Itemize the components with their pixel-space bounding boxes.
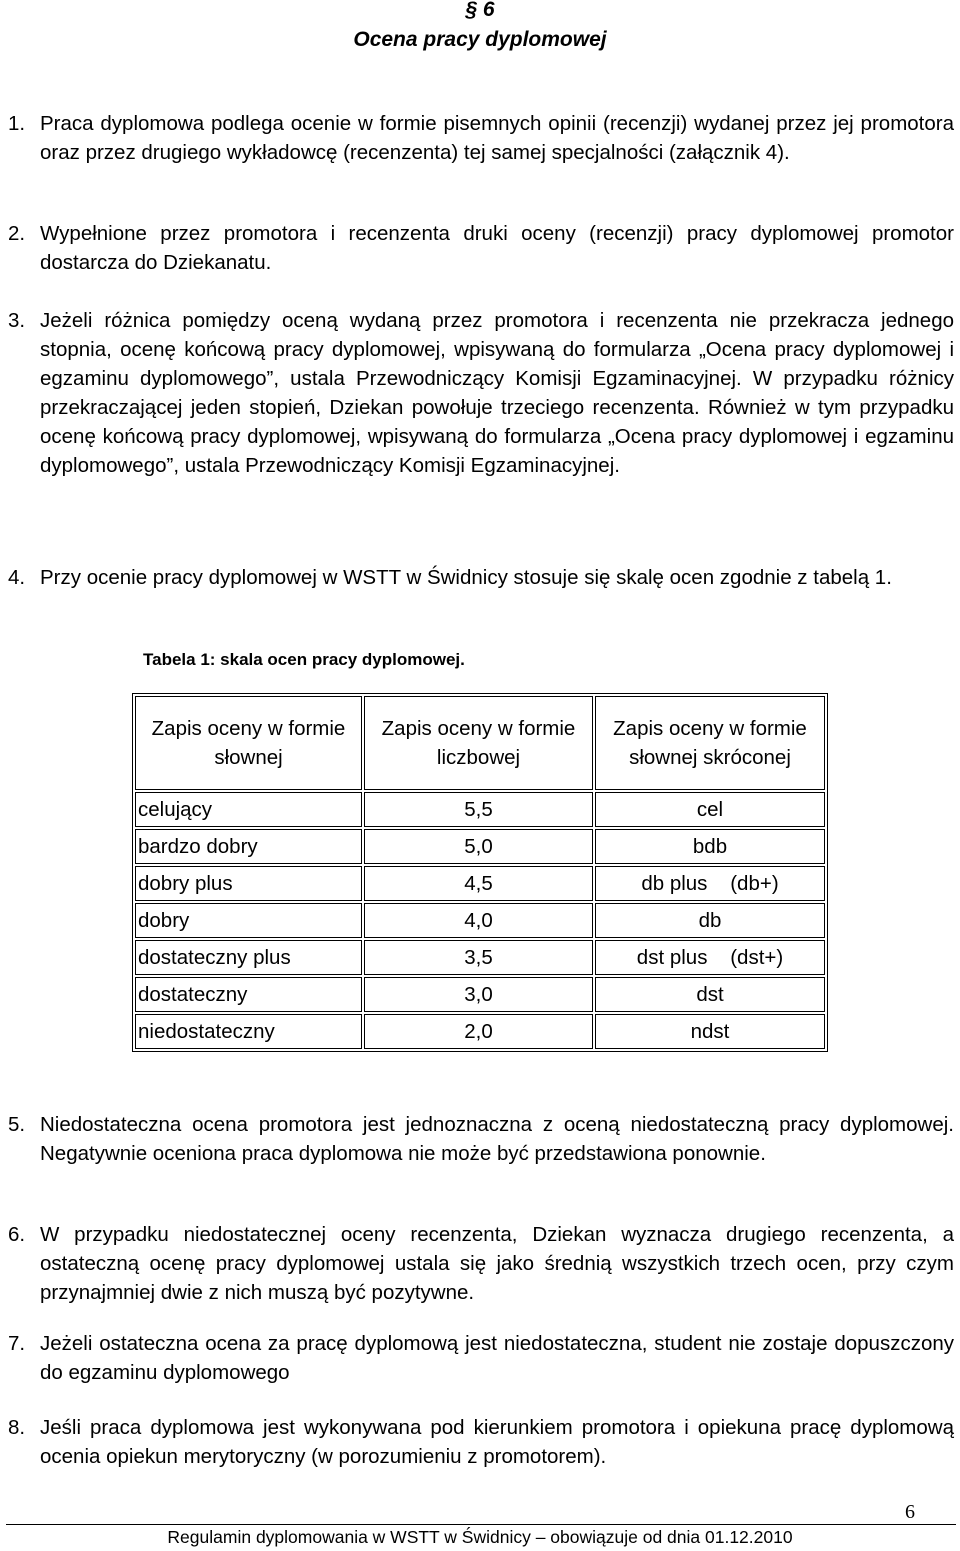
- cell-verbal: celujący: [135, 792, 362, 827]
- item-number: 6.: [8, 1223, 26, 1246]
- item-number: 8.: [8, 1416, 26, 1439]
- list-item: [8, 1329, 954, 1387]
- footer-divider: [6, 1524, 956, 1525]
- cell-abbreviated: ndst: [595, 1014, 825, 1049]
- header-verbal: Zapis oceny w formie słownej: [135, 696, 362, 790]
- page-footer: Regulamin dyplomowania w WSTT w Świdnicy – obowiązuje od dnia 01.12.2010: [167, 1527, 793, 1547]
- cell-numeric: 2,0: [364, 1014, 593, 1049]
- item-text: Wypełnione przez promotora i recenzenta druki oceny (recenzji) pracy dyplomowej promotor dostarcza do Dziekanatu.: [40, 222, 954, 274]
- item-number: 5.: [8, 1113, 26, 1136]
- cell-verbal: bardzo dobry: [135, 829, 362, 864]
- section-number: § 6: [465, 0, 495, 21]
- item-text: Przy ocenie pracy dyplomowej w WSTT w Świdnicy stosuje się skalę ocen zgodnie z tabelą 1.: [40, 566, 892, 589]
- cell-numeric: 3,5: [364, 940, 593, 975]
- list-item: [8, 306, 954, 480]
- cell-verbal: dobry: [135, 903, 362, 938]
- cell-numeric: 3,0: [364, 977, 593, 1012]
- item-text: Jeżeli różnica pomiędzy oceną wydaną przez promotora i recenzenta nie przekracza jednego stopnia, ocenę końcową pracy dyplomowej, wpisywaną do formularza „Ocena pracy dyplomowej i egzaminu dyplomowego”, ustala Przewodniczący Komisji Egzaminacyjnej. W przypadku różnicy przekraczającej jeden stopień, Dziekan powołuje trzeciego recenzenta. Również w tym przypadku ocenę końcową pracy dyplomowej, wpisywaną do formularza „Ocena pracy dyplomowej i egzaminu dyplomowego”, ustala Przewodniczący Komisji Egzaminacyjnej.: [40, 309, 954, 477]
- table-row: [135, 1014, 825, 1049]
- header-numeric: Zapis oceny w formie liczbowej: [364, 696, 593, 790]
- table-row: [135, 866, 825, 901]
- item-number: 3.: [8, 309, 26, 332]
- list-item: [8, 1413, 954, 1471]
- table-row: [135, 977, 825, 1012]
- cell-verbal: dostateczny plus: [135, 940, 362, 975]
- table-row: [135, 792, 825, 827]
- item-number: 7.: [8, 1332, 26, 1355]
- cell-abbreviated: db: [595, 903, 825, 938]
- list-item: [8, 1110, 954, 1168]
- cell-verbal: niedostateczny: [135, 1014, 362, 1049]
- cell-verbal: dobry plus: [135, 866, 362, 901]
- item-text: Jeżeli ostateczna ocena za pracę dyplomową jest niedostateczna, student nie zostaje dopuszczony do egzaminu dyplomowego: [40, 1332, 954, 1384]
- cell-abbreviated: db plus (db+): [595, 866, 825, 901]
- table-caption: Tabela 1: skala ocen pracy dyplomowej.: [143, 650, 465, 669]
- table-row: [135, 940, 825, 975]
- section-title: Ocena pracy dyplomowej: [353, 28, 607, 51]
- item-text: Jeśli praca dyplomowa jest wykonywana pod kierunkiem promotora i opiekuna pracę dyplomową ocenia opiekun merytoryczny (w porozumieniu z promotorem).: [40, 1416, 954, 1468]
- list-item: [8, 1220, 954, 1307]
- header-abbreviated: Zapis oceny w formie słownej skróconej: [595, 696, 825, 790]
- page-number: 6: [905, 1501, 915, 1523]
- item-number: 4.: [8, 566, 26, 589]
- item-text: Niedostateczna ocena promotora jest jednoznaczna z oceną niedostateczną pracy dyplomowej. Negatywnie oceniona praca dyplomowa nie może być przedstawiona ponownie.: [40, 1113, 954, 1165]
- cell-numeric: 4,5: [364, 866, 593, 901]
- cell-abbreviated: dst: [595, 977, 825, 1012]
- cell-abbreviated: bdb: [595, 829, 825, 864]
- item-text: W przypadku niedostatecznej oceny recenzenta, Dziekan wyznacza drugiego recenzenta, a ostateczną ocenę pracy dyplomowej ustala się jako średnią wszystkich trzech ocen, przy czym przynajmniej dwie z nich muszą być pozytywne.: [40, 1223, 954, 1304]
- cell-verbal: dostateczny: [135, 977, 362, 1012]
- grade-scale-table: [132, 693, 828, 1052]
- table-row: [135, 829, 825, 864]
- cell-numeric: 5,0: [364, 829, 593, 864]
- cell-numeric: 4,0: [364, 903, 593, 938]
- item-text: Praca dyplomowa podlega ocenie w formie pisemnych opinii (recenzji) wydanej przez jej promotora oraz przez drugiego wykładowcę (recenzenta) tej samej specjalności (załącznik 4).: [40, 112, 954, 164]
- list-item: [8, 563, 954, 592]
- item-number: 1.: [8, 112, 26, 135]
- cell-abbreviated: dst plus (dst+): [595, 940, 825, 975]
- list-item: [8, 109, 954, 167]
- list-item: [8, 219, 954, 277]
- cell-abbreviated: cel: [595, 792, 825, 827]
- table-header-row: [135, 696, 825, 790]
- item-number: 2.: [8, 222, 26, 245]
- table-row: [135, 903, 825, 938]
- cell-numeric: 5,5: [364, 792, 593, 827]
